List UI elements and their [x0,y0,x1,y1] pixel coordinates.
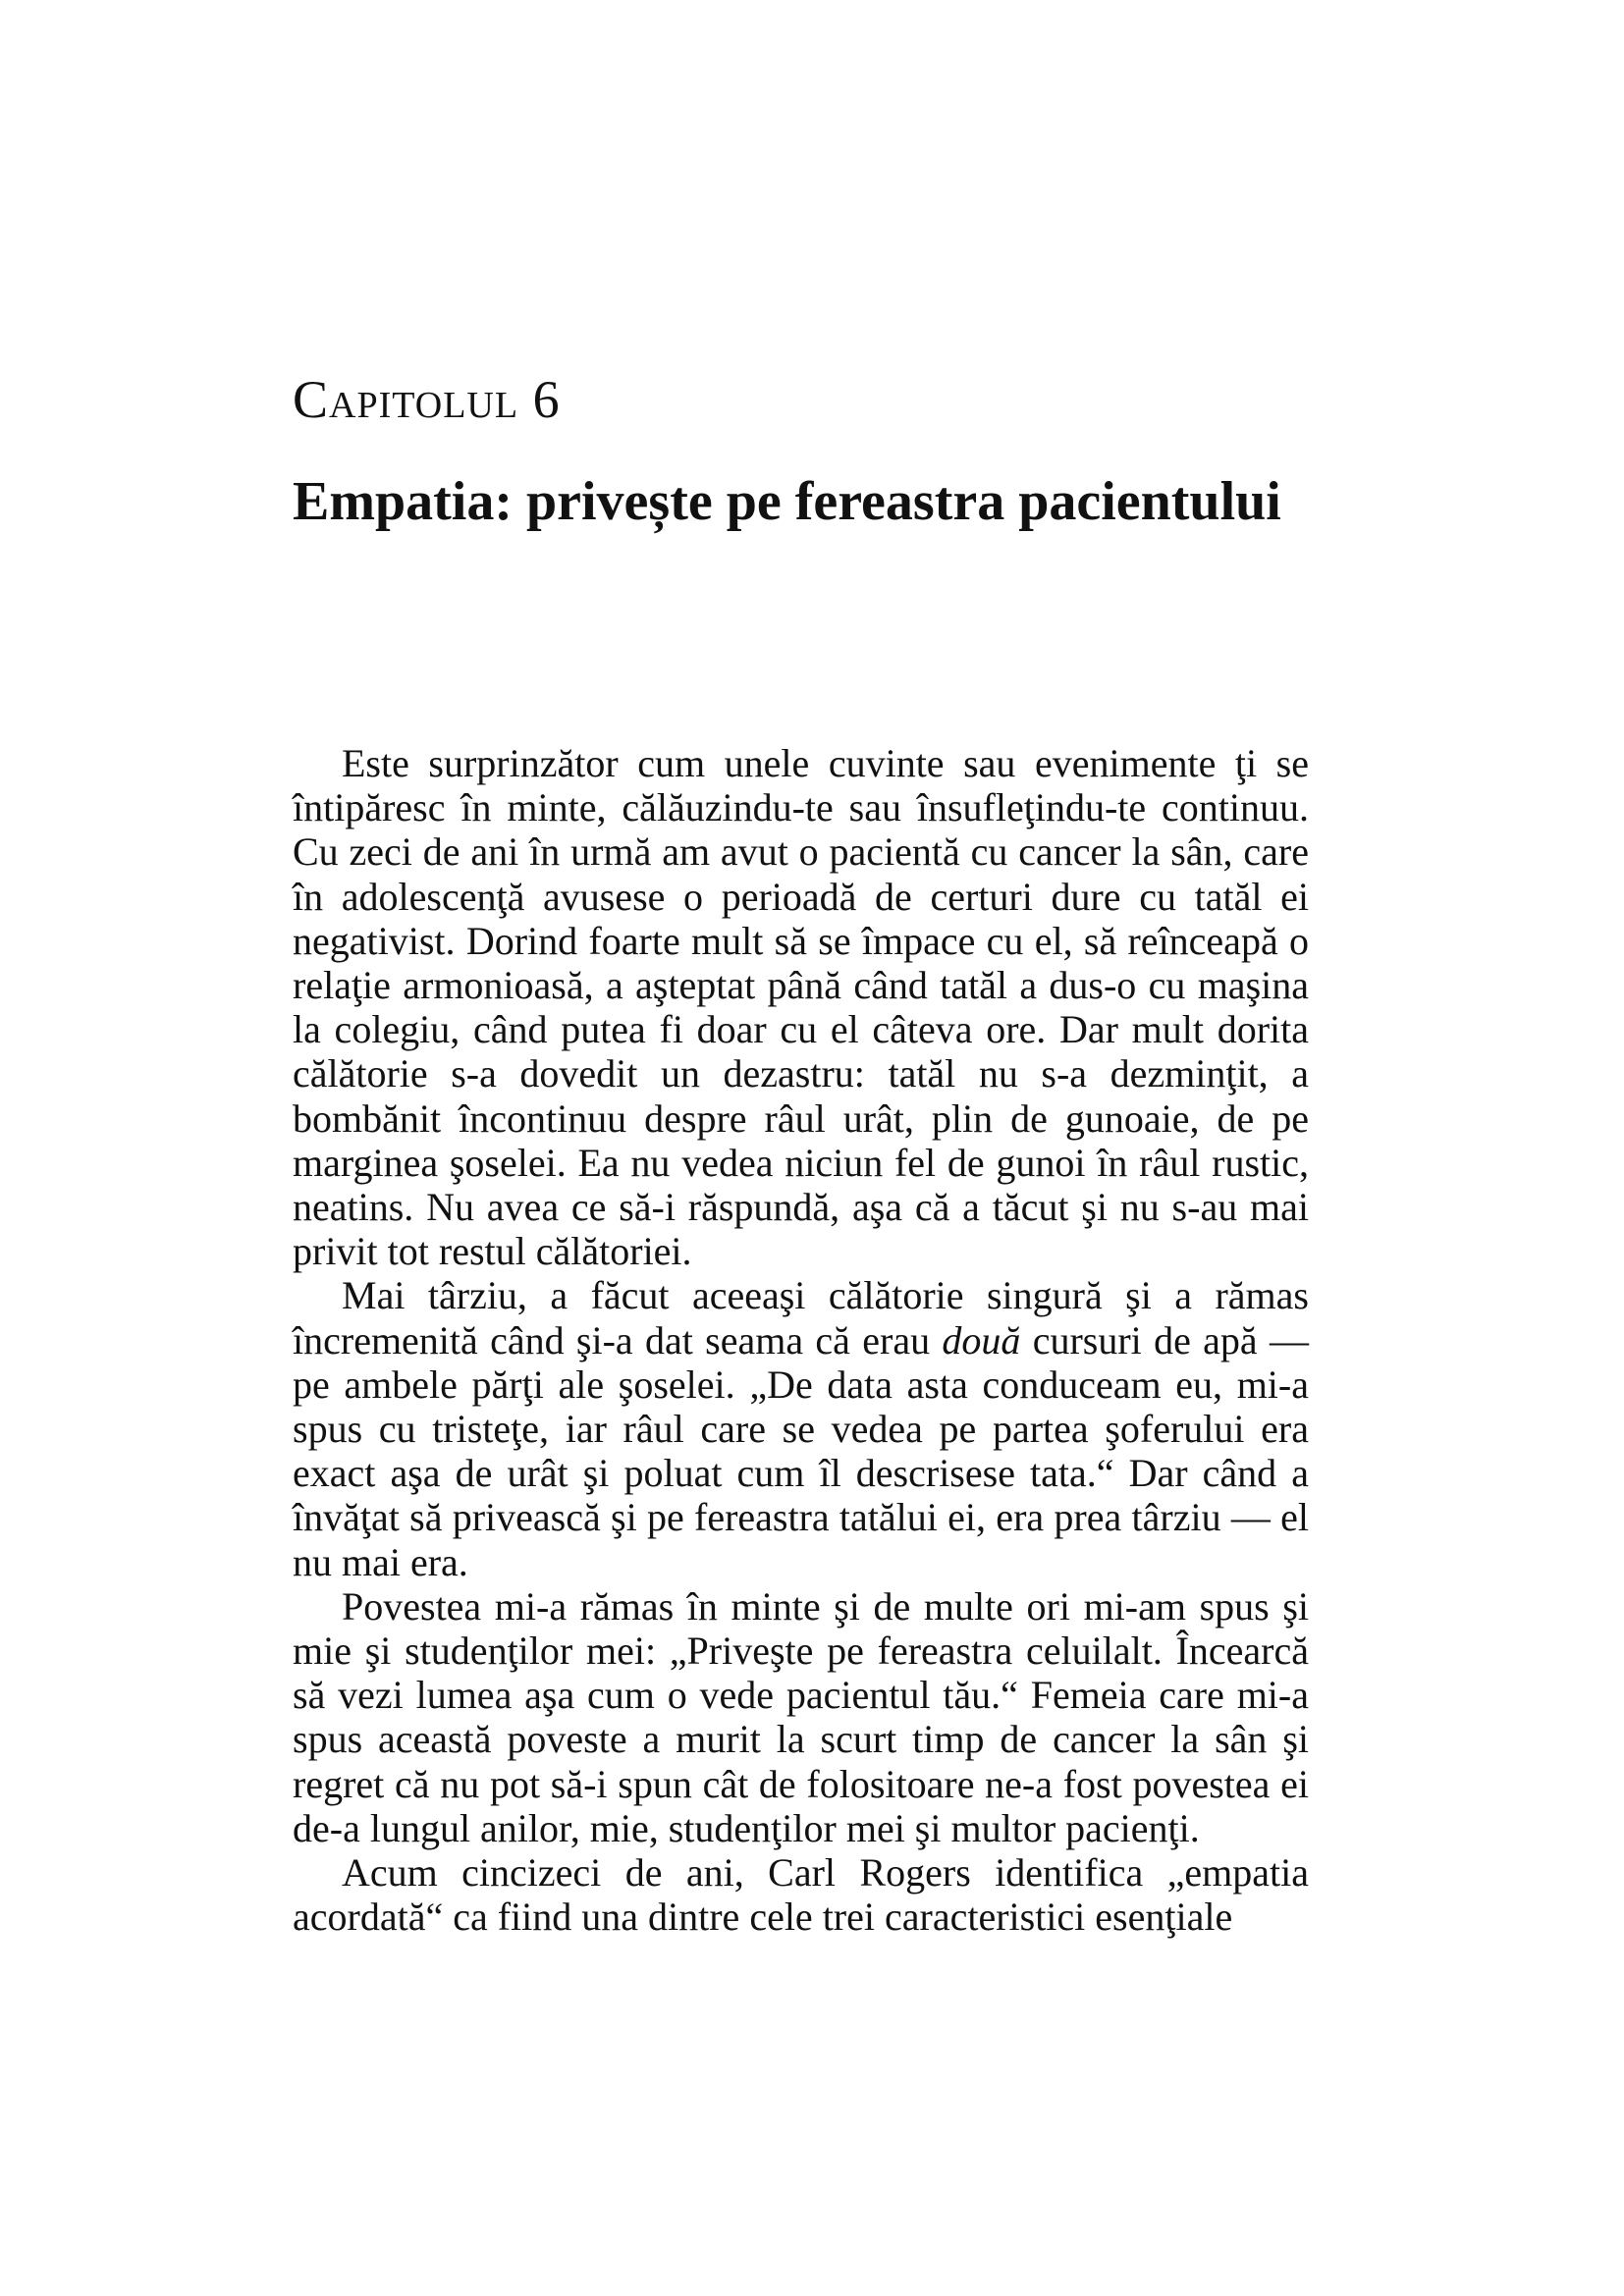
paragraph-text: Este surprinzător cum unele cuvinte sau evenimente ţi se întipăresc în minte, călăuzindu-te sau însufleţindu-te continuu. Cu zeci de ani în urmă am avut o pacientă cu cancer la sân, care în adolescenţă avusese o perioadă de certuri dure cu tatăl ei negativist. Dorind foarte mult să se împace cu el, să reînceapă o relaţie armonioasă, a aşteptat până când tatăl a dus-o cu maşina la colegiu, când putea fi doar cu el câteva ore. Dar mult dorita călătorie s-a dovedit un dezastru: tatăl nu s-a dezminţit, a bombănit încontinuu despre râul urât, plin de gunoaie, de pe marginea şoselei. Ea nu vedea niciun fel de gunoi în râul rustic, neatins. Nu avea ce să-i răspundă, aşa că a tăcut şi nu s-au mai privit tot restul călătoriei. [293,741,1309,1274]
paragraph [293,741,1309,1273]
paragraph-text: Povestea mi-a rămas în minte şi de multe ori mi-am spus şi mie şi studenţilor mei: „Priveşte pe fereastra celuilalt. Încearcă să vezi lumea aşa cum o vede pacientul tău.“ Femeia care mi-a spus această poveste a murit la scurt timp de cancer la sân şi regret că nu pot să-i spun cât de folositoare ne-a fost povestea ei de-a lungul anilor, mie, studenţilor mei şi multor pacienţi. [293,1583,1309,1850]
paragraph [293,1273,1309,1583]
body-text [293,741,1309,1939]
paragraph-text: cursuri de apă — pe ambele părţi ale şoselei. „De data asta conduceam eu, mi-a spus cu tristeţe, iar râul care se vedea pe partea şoferului era exact aşa de urât şi poluat cum îl descrisese tata.“ Dar când a învăţat să privească şi pe fereastra tatălui ei, era prea târziu — el nu mai era. [293,1317,1309,1584]
paragraph-text: Acum cincizeci de ani, Carl Rogers identifica „empatia acordată“ ca fiind una dintre cele trei caracteristici esenţiale [293,1850,1309,1940]
chapter-label [293,370,561,429]
emphasized-word: două [942,1317,1021,1362]
chapter-title: Empatia: privește pe fereastra pacientului [293,471,1281,532]
chapter-word: Capitolul [293,370,519,429]
paragraph-text: Mai târziu, a făcut aceeaşi călătorie singură şi a rămas încremenită când şi-a dat seama că erau [293,1273,1309,1362]
chapter-number: 6 [532,370,561,429]
paragraph [293,1584,1309,1850]
paragraph [293,1850,1309,1939]
